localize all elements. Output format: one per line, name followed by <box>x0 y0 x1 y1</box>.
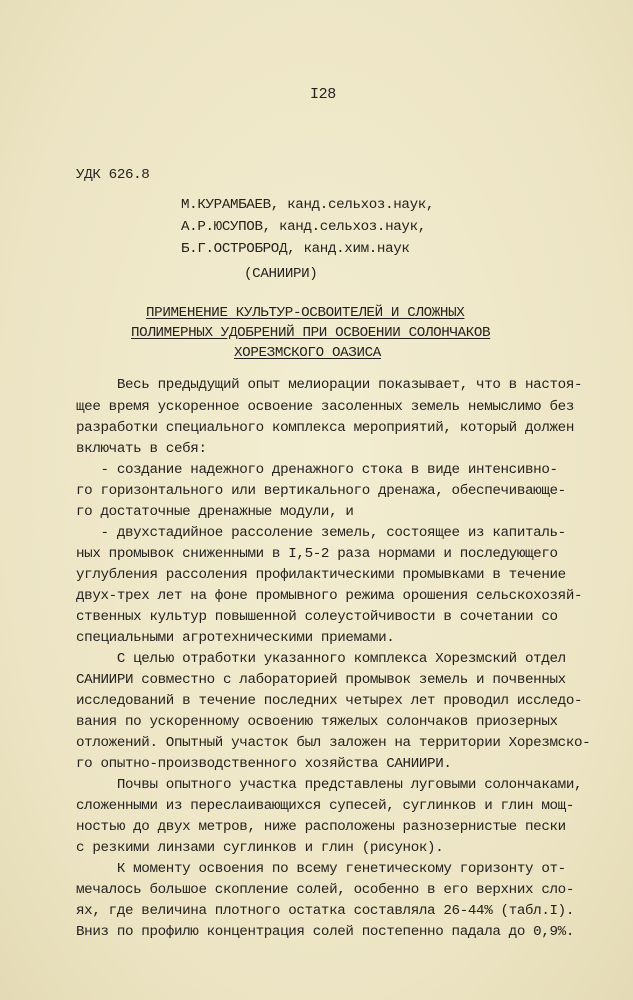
body-text-line: с резкими линзами суглинков и глин (рисунок). <box>76 840 444 856</box>
page-number: I28 <box>310 86 336 103</box>
body-text-line: мечалось большое скопление солей, особенно в его верхних сло- <box>76 882 574 898</box>
body-text-line: - создание надежного дренажного стока в виде интенсивно- <box>76 462 558 478</box>
body-text-line: К моменту освоения по всему генетическому горизонту от- <box>76 861 566 877</box>
body-text-line: включать в себя: <box>76 441 207 457</box>
body-text-line: Весь предыдущий опыт мелиорации показывает, что в настоя- <box>76 377 583 393</box>
article-title-line: ПОЛИМЕРНЫХ УДОБРЕНИЙ ПРИ ОСВОЕНИИ СОЛОНЧАКОВ <box>131 325 491 341</box>
body-text-line: специальными агротехническими приемами. <box>76 630 395 646</box>
body-text-line: разработки специального комплекса мероприятий, который должен <box>76 420 574 436</box>
body-text-line: го достаточные дренажные модули, и <box>76 504 354 520</box>
body-text-line: С целью отработки указанного комплекса Хорезмский отдел <box>76 651 566 667</box>
body-text-line: Почвы опытного участка представлены луговыми солончаками, <box>76 777 583 793</box>
body-text-line: двух-трех лет на фоне промывного режима орошения сельскохозяй- <box>76 588 583 604</box>
body-text-line: го горизонтального или вертикального дренажа, обеспечивающе- <box>76 483 566 499</box>
body-text-line: Вниз по профилю концентрация солей постепенно падала до 0,9%. <box>76 924 574 940</box>
body-text-line: ностью до двух метров, ниже расположены разнозернистые пески <box>76 819 566 835</box>
author-line: М.КУРАМБАЕВ, канд.сельхоз.наук, <box>181 197 435 213</box>
body-text-line: - двухстадийное рассоление земель, состоящее из капиталь- <box>76 525 566 541</box>
body-text-line: отложений. Опытный участок был заложен на территории Хорезмско- <box>76 735 591 751</box>
article-title-line: ПРИМЕНЕНИЕ КУЛЬТУР-ОСВОИТЕЛЕЙ И СЛОЖНЫХ <box>146 305 465 321</box>
body-text-line: ях, где величина плотного остатка составляла 26-44% (табл.I). <box>76 903 574 919</box>
author-line: А.Р.ЮСУПОВ, канд.сельхоз.наук, <box>181 219 426 235</box>
body-text-line: вания по ускоренному освоению тяжелых солончаков приозерных <box>76 714 558 730</box>
body-text-line: углубления рассоления профилактическими промывками в течение <box>76 567 566 583</box>
article-title-line: ХОРЕЗМСКОГО ОАЗИСА <box>234 345 381 361</box>
udc-code: УДК 626.8 <box>76 167 150 183</box>
body-text-line: ных промывок сниженными в I,5-2 раза нормами и последующего <box>76 546 558 562</box>
body-text-line: сложенными из переслаивающихся супесей, суглинков и глин мощ- <box>76 798 574 814</box>
body-text-line: САНИИРИ совместно с лабораторией промывок земель и почвенных <box>76 672 566 688</box>
body-text-line: го опытно-производственного хозяйства САНИИРИ. <box>76 756 452 772</box>
body-text-line: исследований в течение последних четырех лет проводил исследо- <box>76 693 583 709</box>
author-line: Б.Г.ОСТРОБРОД, канд.хим.наук <box>181 241 410 257</box>
body-text-line: ственных культур повышенной солеустойчивости в сочетании со <box>76 609 558 625</box>
institution: (САНИИРИ) <box>244 266 318 282</box>
body-text-line: щее время ускоренное освоение засоленных земель немыслимо без <box>76 399 574 415</box>
